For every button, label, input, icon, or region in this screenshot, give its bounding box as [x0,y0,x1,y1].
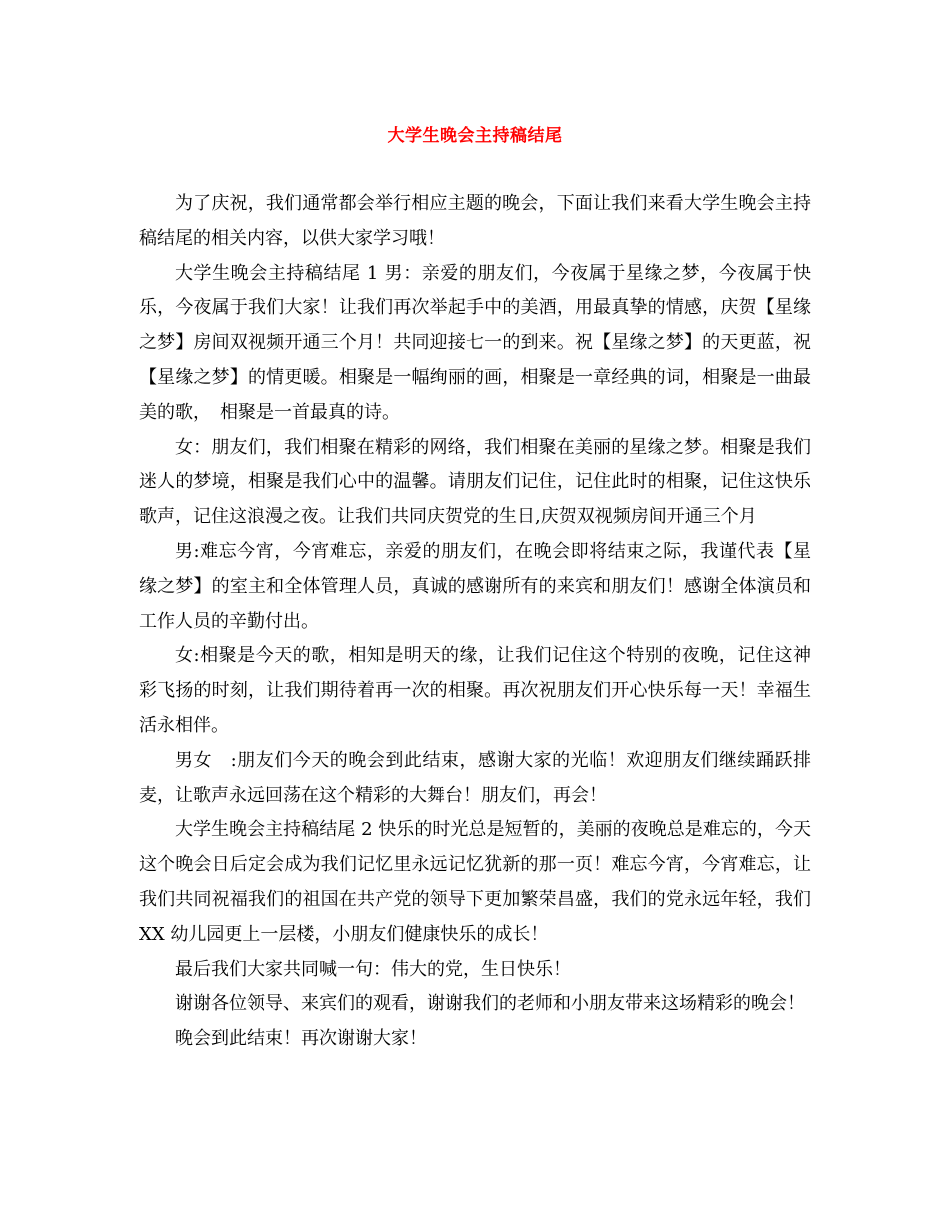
paragraph-shout: 最后我们大家共同喊一句：伟大的党，生日快乐！ [175,958,571,980]
paragraph-female-2: 女:相聚是今天的歌，相知是明天的缘，让我们记住这个特别的夜晚，记住这神彩飞扬的时刻，让我们期待着再一次的相聚。再次祝朋友们开心快乐每一天！幸福生活永相伴。 [139,645,811,736]
paragraph-male-2: 男:难忘今宵，今宵难忘，亲爱的朋友们，在晚会即将结束之际，我谨代表【星缘之梦】的室主和全体管理人员，真诚的感谢所有的来宾和朋友们！感谢全体演员和工作人员的辛勤付出。 [139,540,811,632]
paragraph-intro: 为了庆祝，我们通常都会举行相应主题的晚会，下面让我们来看大学生晚会主持稿结尾的相关内容，以供大家学习哦！ [139,193,811,249]
paragraph-male-female: 男女 :朋友们今天的晚会到此结束，感谢大家的光临！欢迎朋友们继续踊跃排麦，让歌声永远回荡在这个精彩的大舞台！朋友们，再会！ [139,749,811,806]
paragraph-ending-1-male: 大学生晚会主持稿结尾 1 男：亲爱的朋友们，今夜属于星缘之梦，今夜属于快乐，今夜属于我们大家！让我们再次举起手中的美酒，用最真挚的情感，庆贺【星缘之梦】房间双视频开通三个月！共同迎接七一的到来。祝【星缘之梦】的天更蓝，祝【星缘之梦】的情更暖。相聚是一幅绚丽的画，相聚是一章经典的词，相聚是一曲最美的歌， 相聚是一首最真的诗。 [139,262,811,423]
paragraph-female-1: 女：朋友们，我们相聚在精彩的网络，我们相聚在美丽的星缘之梦。相聚是我们迷人的梦境，相聚是我们心中的温馨。请朋友们记住，记住此时的相聚，记住这快乐歌声，记住这浪漫之夜。让我们共同庆贺党的生日,庆贺双视频房间开通三个月 [139,436,811,528]
document-body [139,187,811,1057]
paragraph-ending-2: 大学生晚会主持稿结尾 2 快乐的时光总是短暂的，美丽的夜晚总是难忘的，今天这个晚会日后定会成为我们记忆里永远记忆犹新的那一页！难忘今宵，今宵难忘，让我们共同祝福我们的祖国在共产党的领导下更加繁荣昌盛，我们的党永远年轻，我们 XX 幼儿园更上一层楼，小朋友们健康快乐的成长！ [139,819,811,945]
paragraph-thanks: 谢谢各位领导、来宾们的观看，谢谢我们的老师和小朋友带来这场精彩的晚会！ [175,993,805,1015]
paragraph-closing: 晚会到此结束！再次谢谢大家！ [175,1028,427,1050]
document-title: 大学生晚会主持稿结尾 [387,126,563,146]
